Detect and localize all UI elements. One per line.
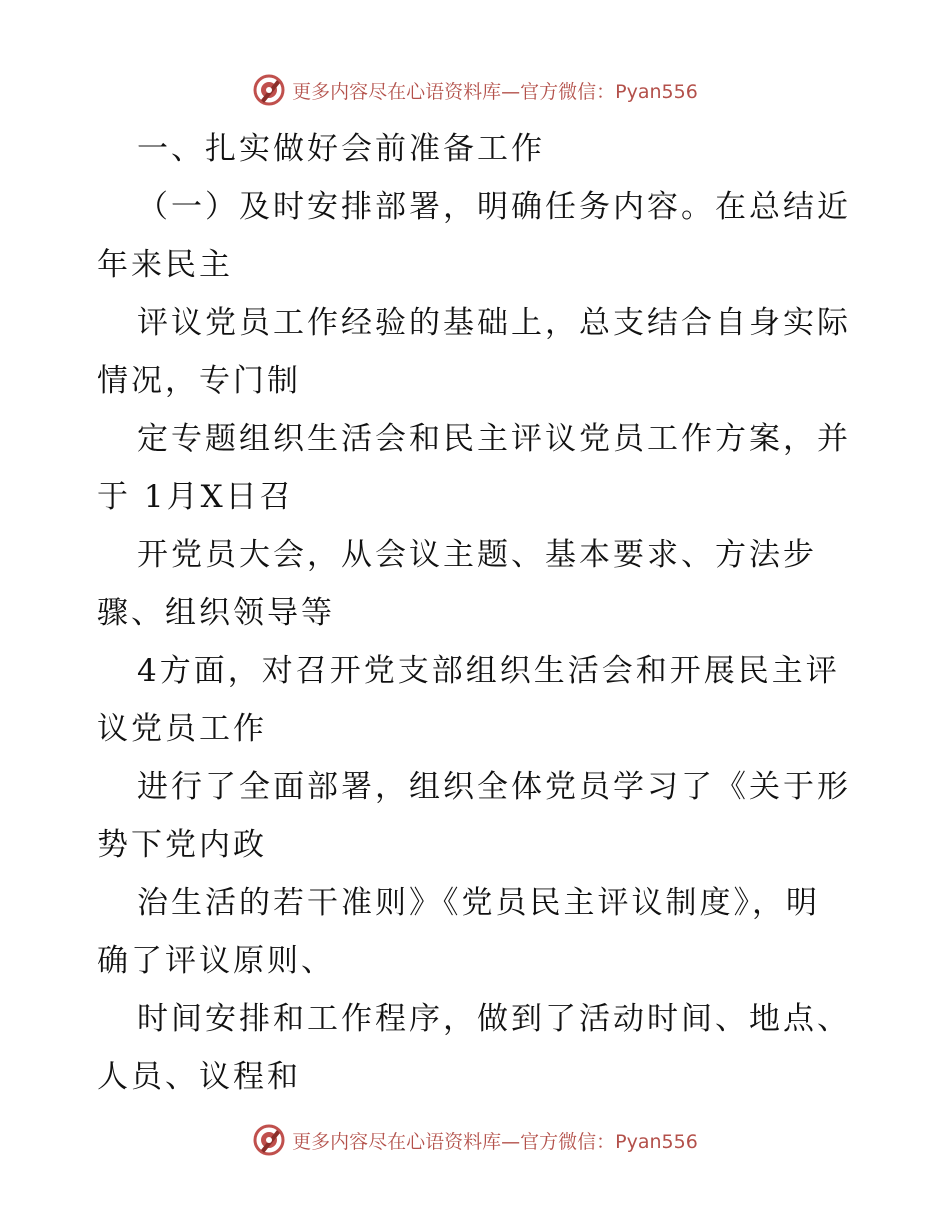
footer-watermark: [0, 1120, 950, 1160]
text-line: 骤、组织领导等: [97, 595, 335, 631]
text-line: （一）及时安排部署，明确任务内容。在总结近: [137, 189, 851, 225]
text-line: 于 1月X日召: [97, 479, 294, 515]
text-line: 势下党内政: [97, 827, 267, 863]
pen-logo-icon: [252, 1123, 286, 1157]
pen-logo-icon: [252, 73, 286, 107]
text-line: 定专题组织生活会和民主评议党员工作方案，并: [137, 421, 851, 457]
header-watermark-text: 更多内容尽在心语资料库—官方微信：Pyan556: [292, 80, 698, 103]
text-line: 人员、议程和: [97, 1059, 301, 1095]
text-line: 进行了全面部署，组织全体党员学习了《关于形: [137, 769, 851, 805]
text-line: 情况，专门制: [97, 363, 301, 399]
text-line: 确了评议原则、: [97, 943, 335, 979]
text-line: 年来民主: [97, 247, 233, 283]
text-line: 议党员工作: [97, 711, 267, 747]
text-line: 开党员大会，从会议主题、基本要求、方法步: [137, 537, 817, 573]
footer-watermark-text: 更多内容尽在心语资料库—官方微信：Pyan556: [292, 1130, 698, 1153]
body-text: [97, 120, 857, 1106]
header-watermark: [0, 70, 950, 110]
text-line: 治生活的若干准则》《党员民主评议制度》，明: [137, 885, 820, 921]
text-line: 时间安排和工作程序，做到了活动时间、地点、: [137, 1001, 851, 1037]
text-line: 4方面，对召开党支部组织生活会和开展民主评: [137, 653, 840, 689]
text-line: 评议党员工作经验的基础上，总支结合自身实际: [137, 305, 851, 341]
text-line: 一、扎实做好会前准备工作: [137, 131, 545, 167]
